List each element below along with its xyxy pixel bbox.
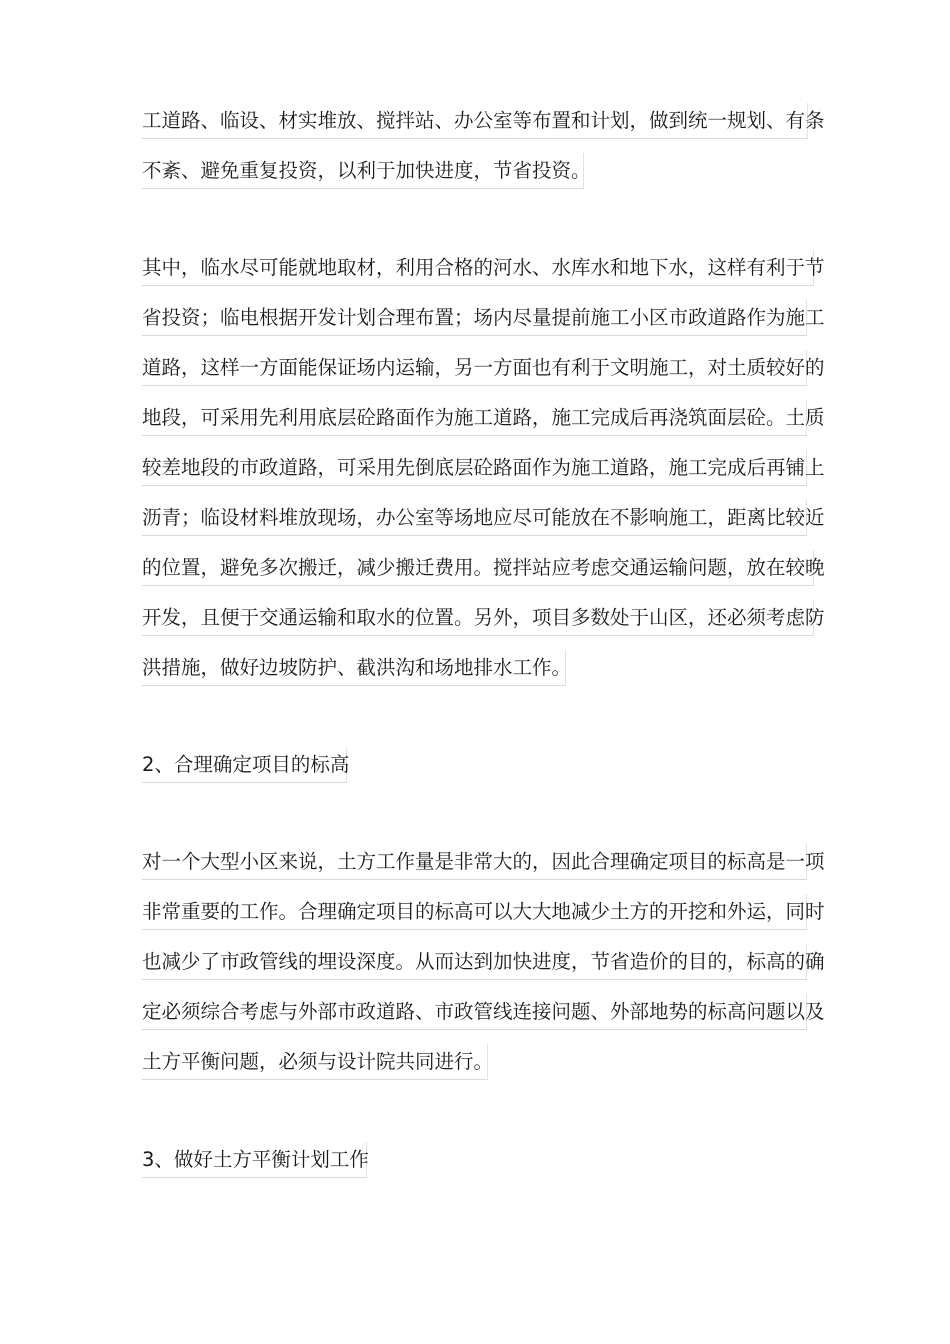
text-line: 较差地段的市政道路，可采用先倒底层砼路面作为施工道路，施工完成后再铺上 (142, 450, 807, 486)
text-line: 土方平衡问题，必须与设计院共同进行。 (142, 1044, 488, 1080)
text-line: 沥青；临设材料堆放现场，办公室等场地应尽可能放在不影响施工，距离比较近 (142, 500, 807, 536)
text-line: 对一个大型小区来说，土方工作量是非常大的，因此合理确定项目的标高是一项 (142, 844, 807, 880)
text-line: 定必须综合考虑与外部市政道路、市政管线连接问题、外部地势的标高问题以及 (142, 994, 807, 1030)
text-line: 道路，这样一方面能保证场内运输，另一方面也有利于文明施工，对土质较好的 (142, 350, 807, 386)
text-line: 不紊、避免重复投资，以利于加快进度，节省投资。 (142, 153, 584, 189)
text-line: 省投资；临电根据开发计划合理布置；场内尽量提前施工小区市政道路作为施工 (142, 300, 807, 336)
text-line: 地段，可采用先利用底层砼路面作为施工道路，施工完成后再浇筑面层砼。土质 (142, 400, 807, 436)
text-line: 工道路、临设、材实堆放、搅拌站、办公室等布置和计划，做到统一规划、有条 (142, 103, 808, 139)
section-heading: 2、合理确定项目的标高 (142, 747, 347, 783)
text-line: 开发，且便于交通运输和取水的位置。另外，项目多数处于山区，还必须考虑防 (142, 600, 814, 636)
text-line: 也减少了市政管线的埋设深度。从而达到加快进度，节省造价的目的，标高的确 (142, 944, 807, 980)
text-line: 其中，临水尽可能就地取材，利用合格的河水、水库水和地下水，这样有利于节 (142, 250, 814, 286)
section-heading: 3、做好土方平衡计划工作 (142, 1142, 367, 1178)
text-line: 的位置，避免多次搬迁，减少搬迁费用。搅拌站应考虑交通运输问题，放在较晚 (142, 550, 814, 586)
text-line: 洪措施，做好边坡防护、截洪沟和场地排水工作。 (142, 650, 566, 686)
text-line: 非常重要的工作。合理确定项目的标高可以大大地减少土方的开挖和外运，同时 (142, 894, 807, 930)
